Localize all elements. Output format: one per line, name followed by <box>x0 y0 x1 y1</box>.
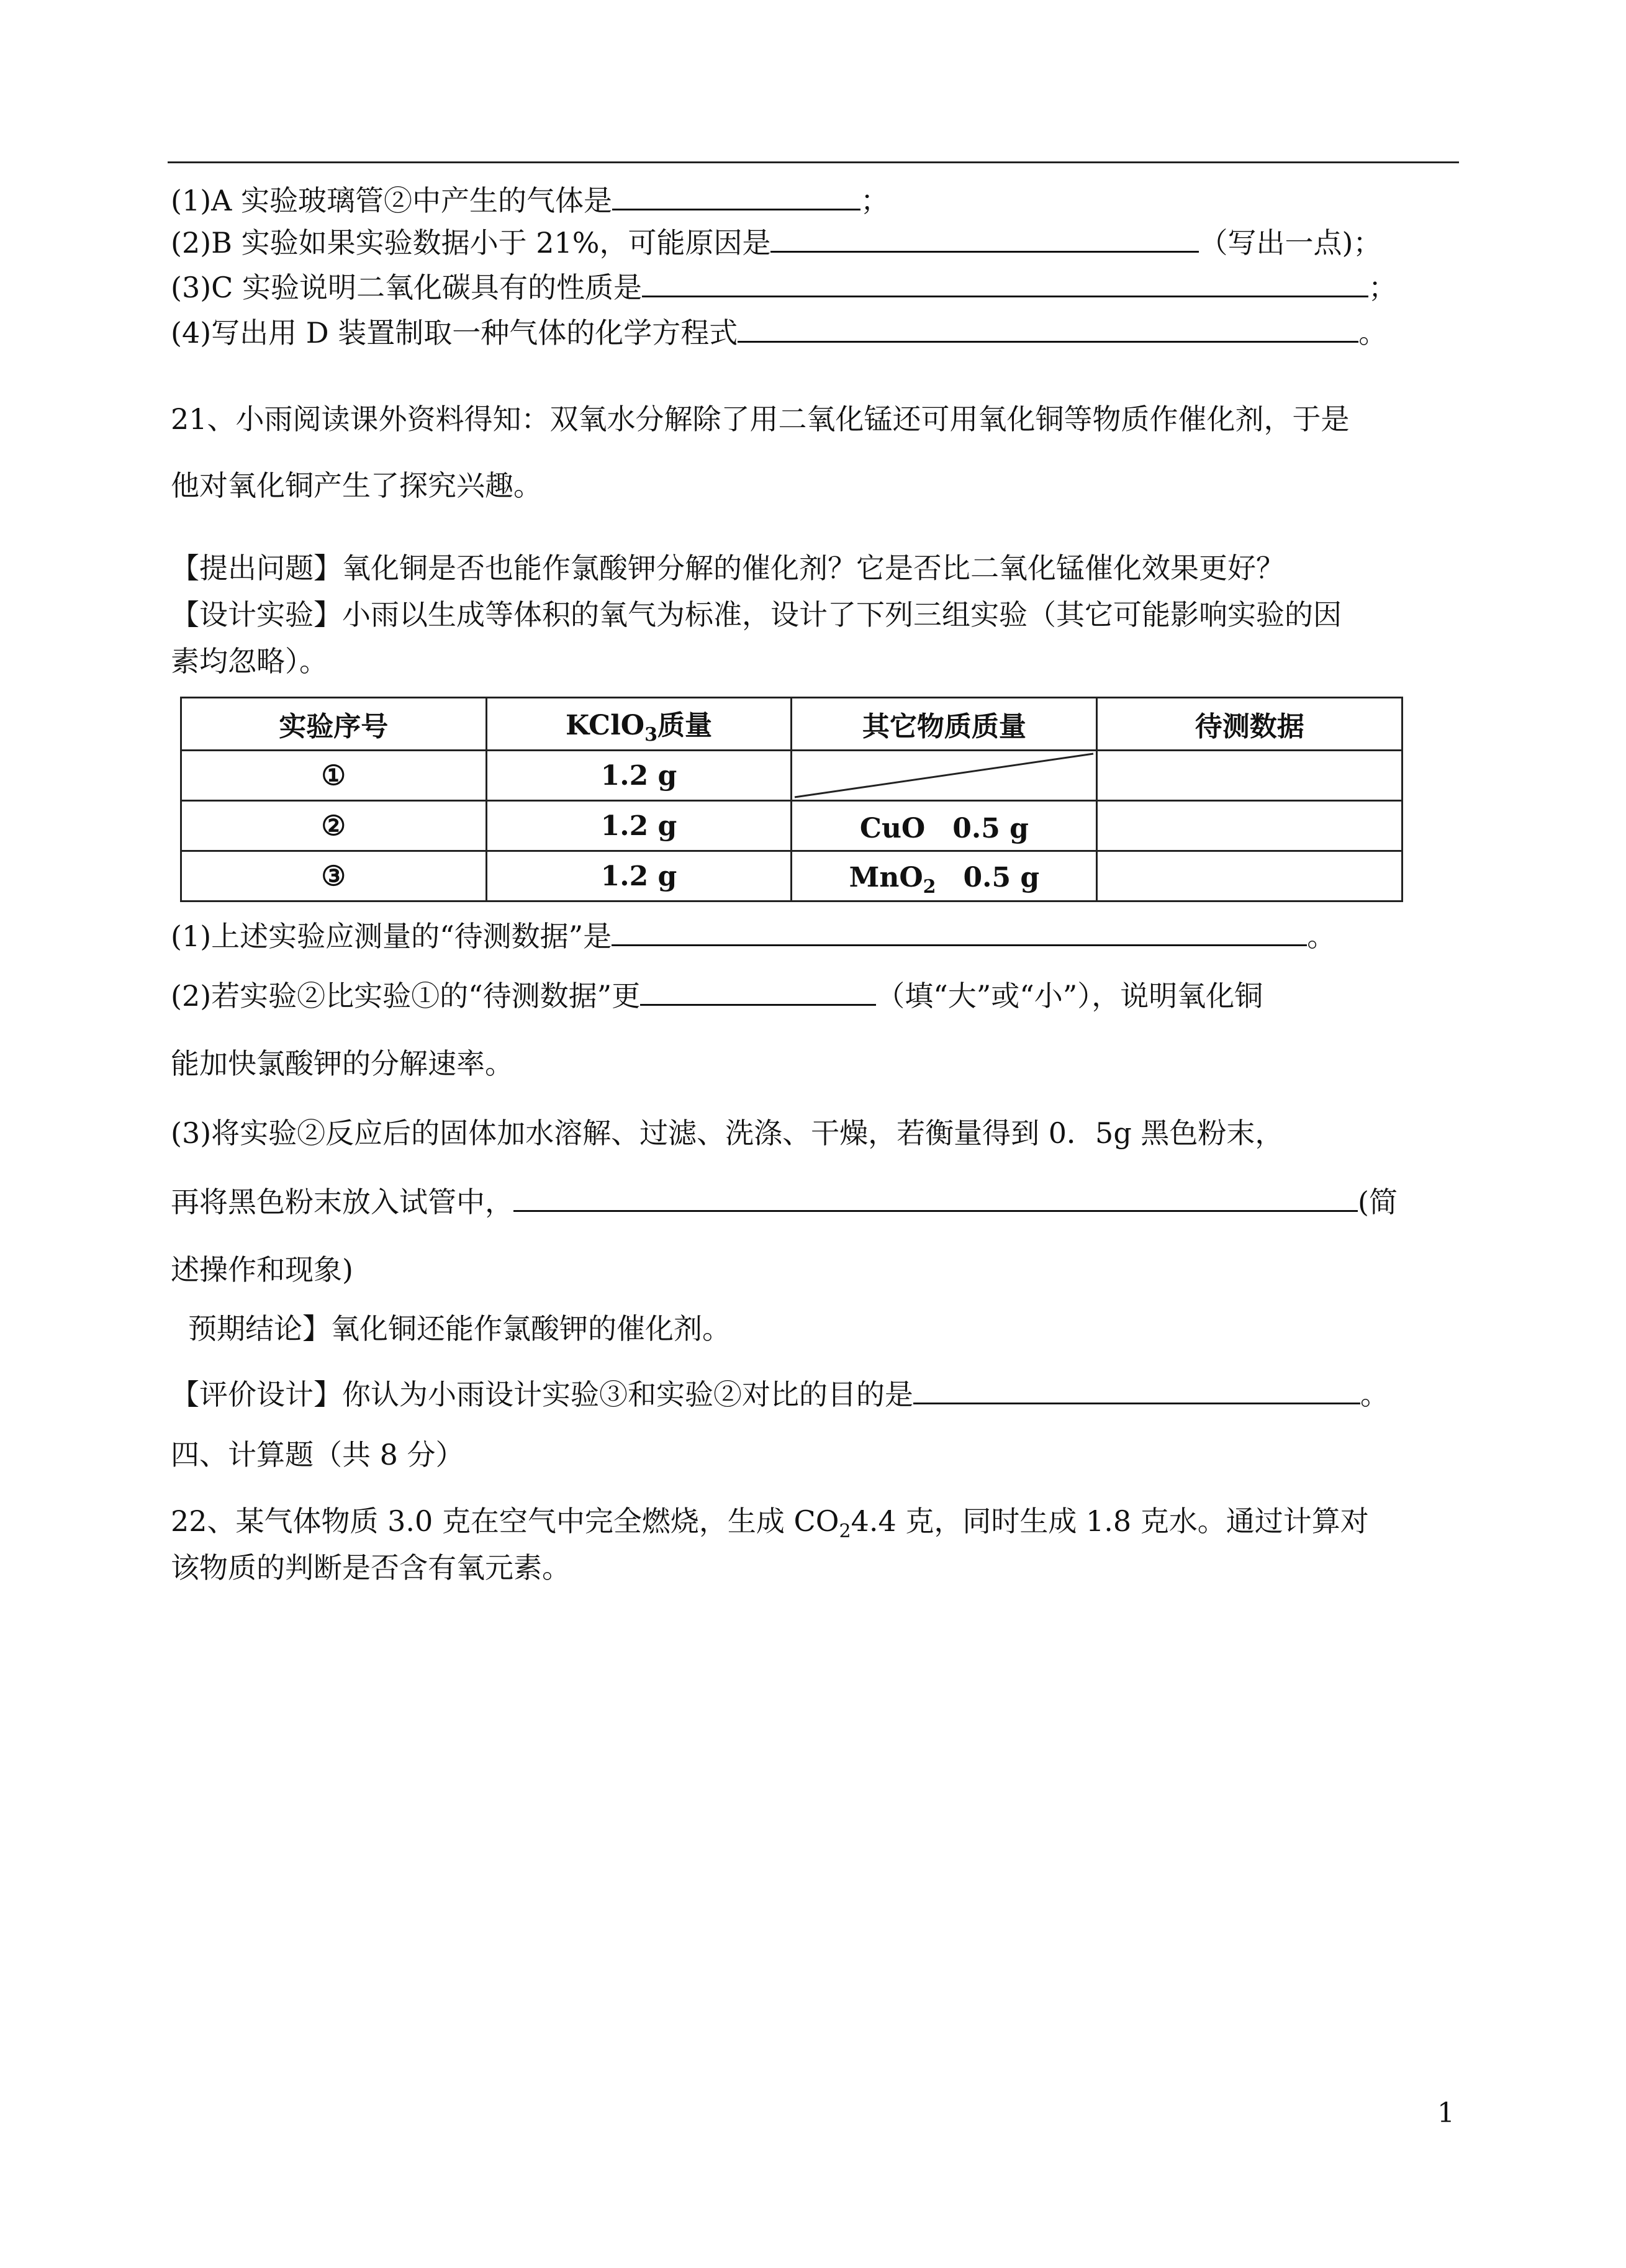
q22-line1 <box>171 1502 1369 1550</box>
cell-other <box>792 851 1097 901</box>
q22-line1-a: 22、某气体物质 3.0 克在空气中完全燃烧，生成 CO <box>171 1504 839 1538</box>
q21-design-line2: 素均忽略）。 <box>171 644 328 678</box>
q21-sub2-answer-blank[interactable] <box>640 977 876 1006</box>
q20-d-suffix: 。 <box>1358 316 1388 350</box>
cell-other: CuO 0.5 g <box>792 801 1097 851</box>
q21-intro-line2: 他对氧化铜产生了探究兴趣。 <box>171 469 542 502</box>
q21-sub3-line1: (3)将实验②反应后的固体加水溶解、过滤、洗涤、干燥，若衡量得到 0．5g 黑色粉末， <box>171 1116 1284 1150</box>
header-kclo3-sub: 3 <box>644 723 657 746</box>
q20-b-answer-blank[interactable] <box>770 224 1199 253</box>
cell-kclo3: 1.2 g <box>486 751 792 801</box>
mno2-sub: 2 <box>923 875 936 898</box>
mno2-mass: 0.5 g <box>936 861 1040 893</box>
q21-sub2-text: (2)若实验②比实验①的“待测数据”更 <box>171 979 641 1013</box>
cell-pending[interactable] <box>1097 851 1402 901</box>
q21-sub3-text: 再将黑色粉末放入试管中， <box>171 1185 513 1219</box>
cell-exp-no: ① <box>181 751 487 801</box>
q21-eval-answer-blank[interactable] <box>913 1375 1360 1404</box>
mno2-base: MnO <box>849 861 923 893</box>
section4-title: 四、计算题（共 8 分） <box>171 1438 464 1471</box>
header-kclo3-mass-label: 质量 <box>657 709 712 741</box>
q20-d-answer-blank[interactable] <box>738 314 1358 343</box>
q20-item-c <box>171 268 1397 306</box>
q22-line2: 该物质的判断是否含有氧元素。 <box>171 1551 571 1584</box>
experiment-table <box>180 697 1403 902</box>
q21-intro-line1: 21、小雨阅读课外资料得知：双氧水分解除了用二氧化锰还可用氧化铜等物质作催化剂，于是 <box>171 402 1350 436</box>
diagonal-slash <box>792 751 1096 800</box>
q20-d-text: (4)写出用 D 装置制取一种气体的化学方程式 <box>171 316 738 350</box>
header-other-mass: 其它物质质量 <box>792 698 1097 751</box>
q20-a-answer-blank[interactable] <box>612 181 860 210</box>
header-kclo3-mass <box>486 698 792 751</box>
q21-conclusion: 预期结论】氧化铜还能作氯酸钾的催化剂。 <box>188 1312 731 1345</box>
q21-evaluation <box>171 1375 1389 1413</box>
cell-other-empty <box>792 751 1097 801</box>
q21-sub2-suffix: （填“大”或“小”），说明氧化铜 <box>876 979 1263 1013</box>
cell-kclo3: 1.2 g <box>486 851 792 901</box>
q21-sub1-answer-blank[interactable] <box>612 917 1307 946</box>
page-number: 1 <box>1437 2097 1455 2129</box>
q20-c-text: (3)C 实验说明二氧化碳具有的性质是 <box>171 271 642 304</box>
q21-eval-text: 【评价设计】你认为小雨设计实验③和实验②对比的目的是 <box>171 1378 913 1411</box>
top-divider <box>168 161 1459 163</box>
table-row <box>181 751 1402 801</box>
cell-pending[interactable] <box>1097 751 1402 801</box>
q22-line1-sub: 2 <box>839 1520 851 1543</box>
q21-sub3-answer-blank[interactable] <box>513 1183 1358 1212</box>
q20-b-text: (2)B 实验如果实验数据小于 21%，可能原因是 <box>171 226 771 260</box>
table-row <box>181 851 1402 901</box>
q21-sub1-text: (1)上述实验应测量的“待测数据”是 <box>171 919 612 953</box>
q22-line1-b: 4.4 克，同时生成 1.8 克水。通过计算对 <box>851 1504 1369 1538</box>
q20-a-text: (1)A 实验玻璃管②中产生的气体是 <box>171 184 613 217</box>
q21-design-line1: 【设计实验】小雨以生成等体积的氧气为标准，设计了下列三组实验（其它可能影响实验的因 <box>171 598 1342 631</box>
q21-sub3-line2 <box>171 1183 1398 1221</box>
table-header-row <box>181 698 1402 751</box>
header-kclo3-base: KClO <box>565 709 645 741</box>
q21-sub3-suffix: (简 <box>1358 1185 1398 1219</box>
q21-sub2 <box>171 977 1263 1014</box>
q21-sub1-suffix: 。 <box>1307 919 1336 953</box>
q20-item-b <box>171 224 1381 261</box>
header-exp-no: 实验序号 <box>181 698 487 751</box>
cell-kclo3: 1.2 g <box>486 801 792 851</box>
q21-question: 【提出问题】氧化铜是否也能作氯酸钾分解的催化剂？它是否比二氧化锰催化效果更好？ <box>171 551 1285 585</box>
q20-item-a <box>171 181 889 219</box>
cell-exp-no: ② <box>181 801 487 851</box>
header-pending-data: 待测数据 <box>1097 698 1402 751</box>
q21-sub3-line3: 述操作和现象) <box>171 1253 353 1286</box>
q20-item-d <box>171 314 1387 351</box>
q20-c-answer-blank[interactable] <box>642 268 1368 297</box>
q21-sub2-line2: 能加快氯酸钾的分解速率。 <box>171 1047 513 1080</box>
q21-sub1 <box>171 917 1335 955</box>
q21-eval-suffix: 。 <box>1360 1378 1389 1411</box>
q20-c-suffix: ； <box>1368 271 1397 304</box>
cell-pending[interactable] <box>1097 801 1402 851</box>
q20-b-suffix: （写出一点)； <box>1199 226 1382 260</box>
cell-exp-no: ③ <box>181 851 487 901</box>
q20-a-suffix: ； <box>860 184 890 217</box>
table-row <box>181 801 1402 851</box>
